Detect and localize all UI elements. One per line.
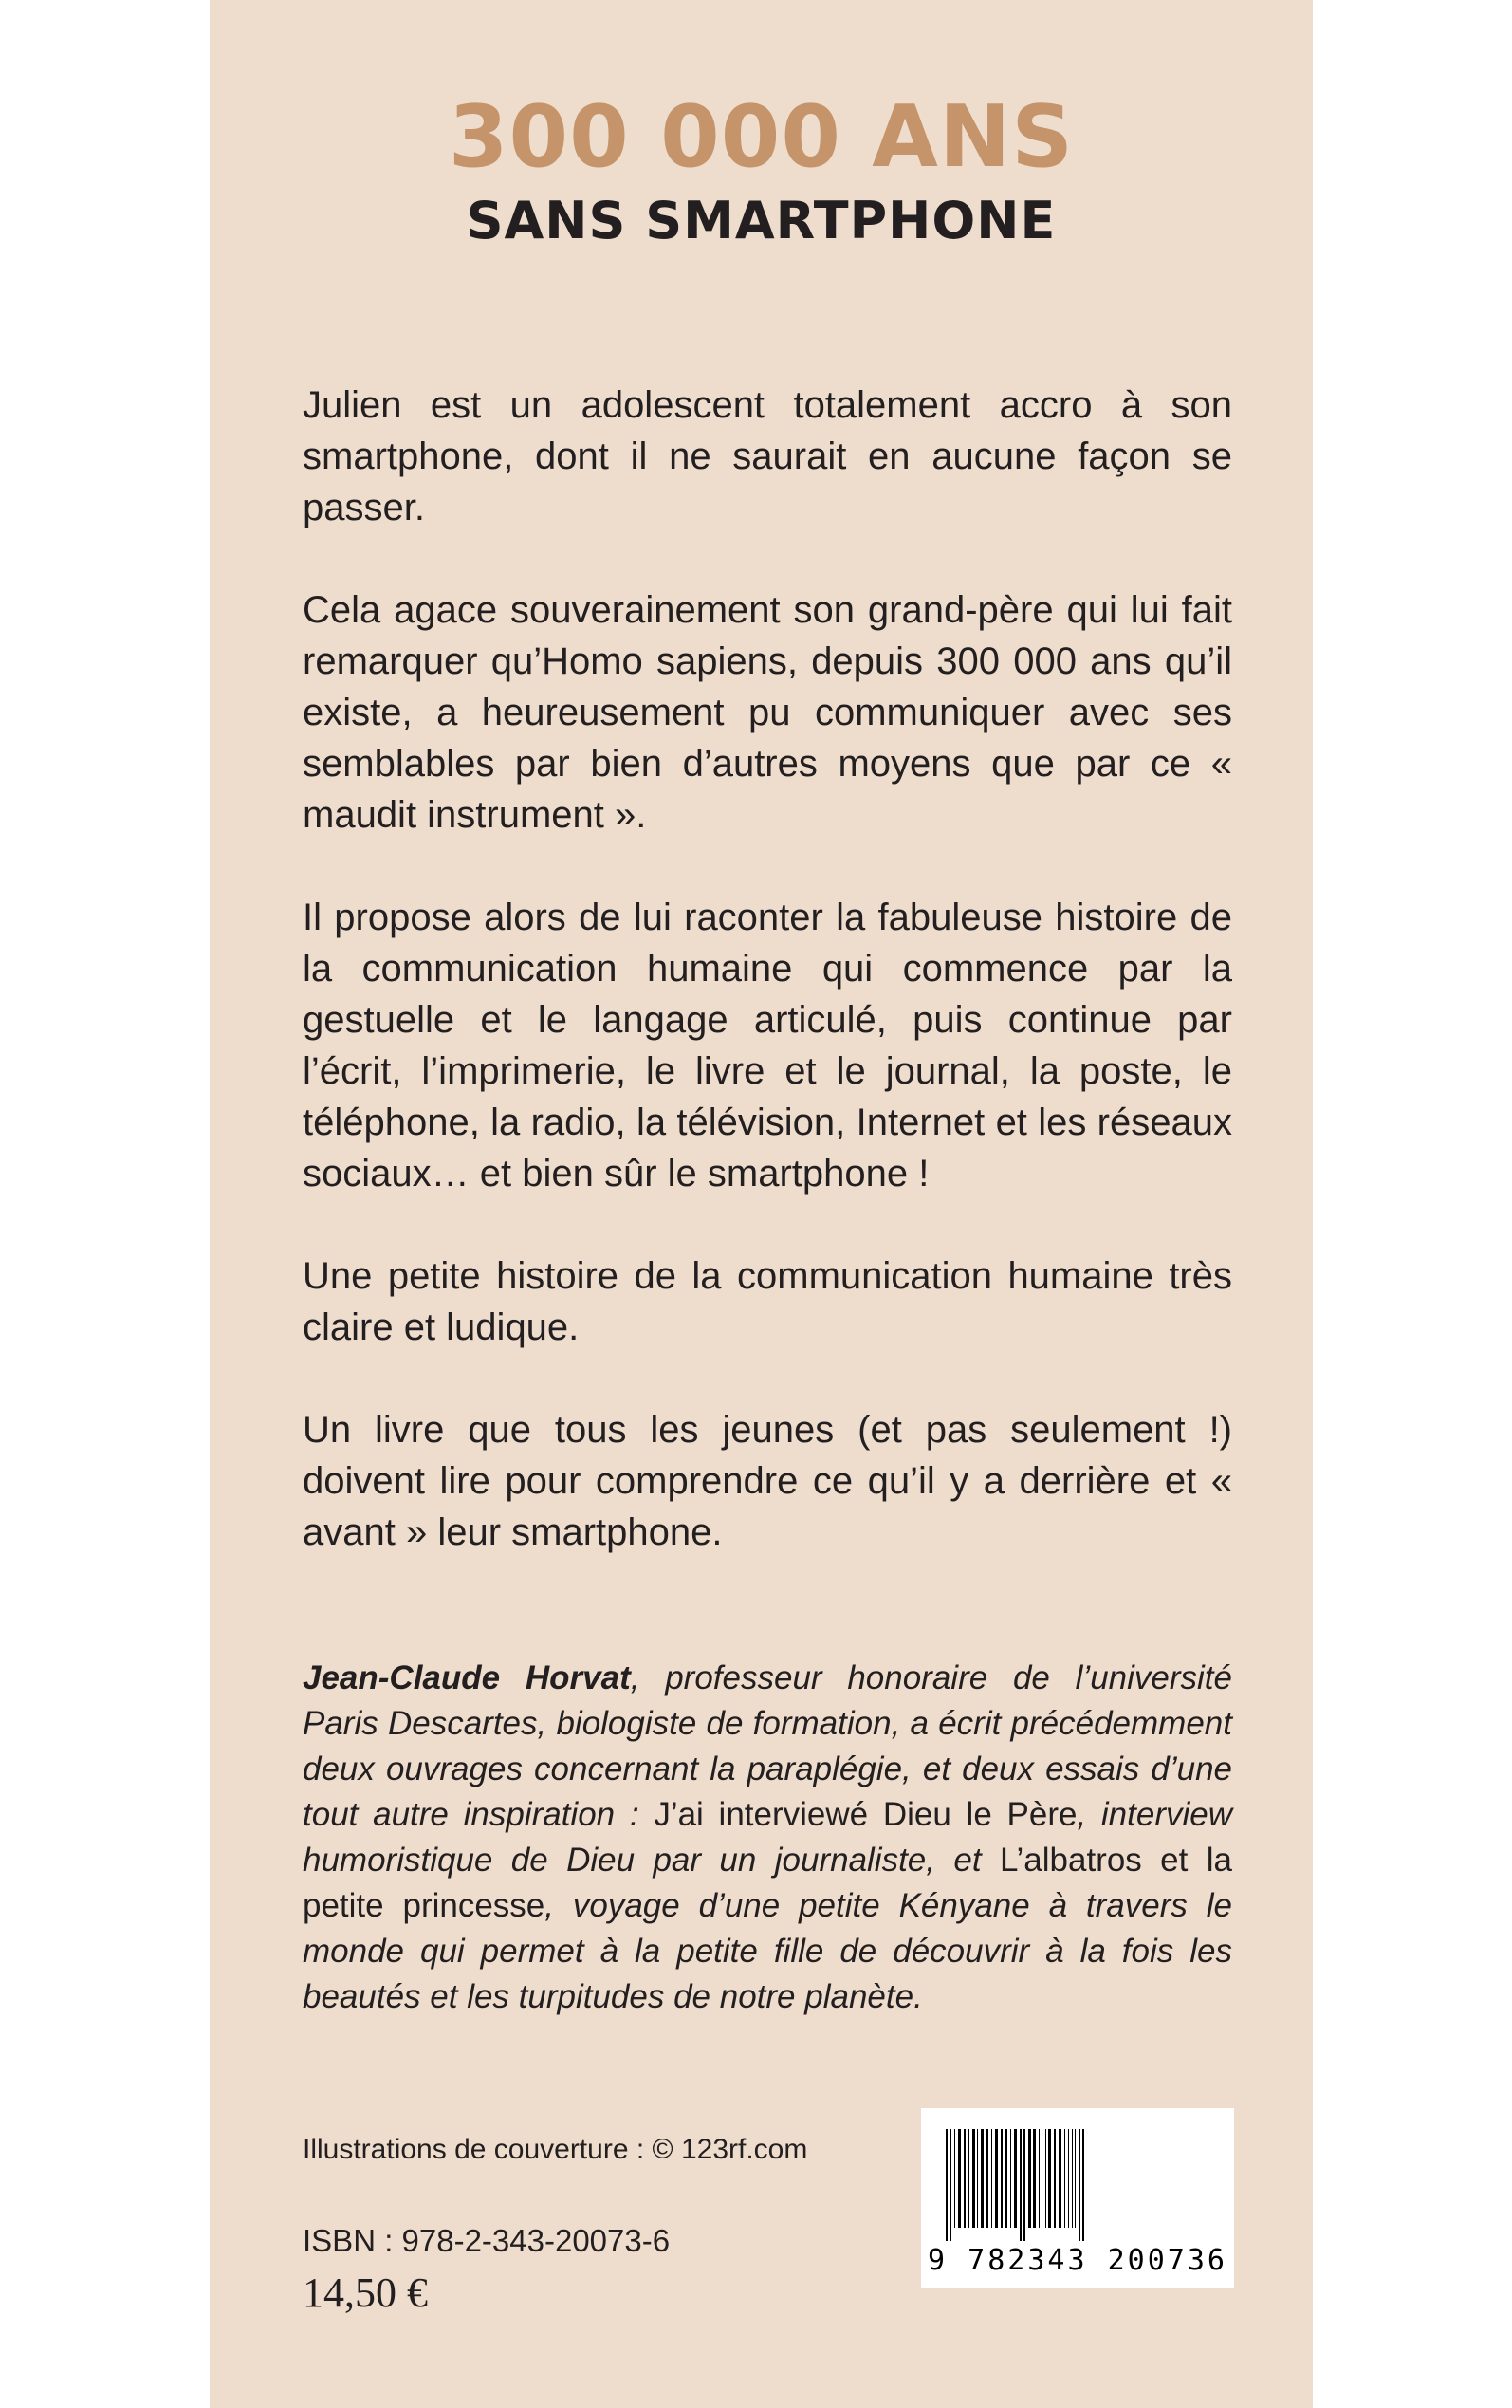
barcode-bar — [1068, 2129, 1069, 2228]
title-subtitle: SANS SMARTPHONE — [466, 191, 1057, 250]
barcode-bars — [942, 2129, 1213, 2241]
barcode-bar — [950, 2129, 951, 2241]
barcode-bar — [1010, 2129, 1011, 2228]
book-title: J’ai interviewé Dieu le Père — [654, 1796, 1078, 1833]
barcode-bar — [1054, 2129, 1056, 2228]
barcode-bar — [1048, 2129, 1051, 2228]
barcode-digits: 9 782343 200736 — [928, 2244, 1227, 2277]
barcode-bar — [977, 2129, 978, 2228]
barcode-bar — [1005, 2129, 1007, 2228]
barcode-bar — [972, 2129, 975, 2228]
barcode-bar — [1082, 2129, 1084, 2241]
barcode-bar — [995, 2129, 998, 2228]
barcode-bar — [1072, 2129, 1073, 2228]
barcode-bar — [1028, 2129, 1031, 2228]
barcode-bar — [1001, 2129, 1003, 2228]
barcode — [921, 2108, 1234, 2288]
blurb-paragraph: Julien est un adolescent totalement accro à son smartphone, dont il ne saurait en aucune façon se passer. — [303, 384, 1232, 528]
barcode-bar — [991, 2129, 992, 2228]
blurb — [303, 380, 1232, 1609]
barcode-bar — [954, 2129, 955, 2228]
book-title: L’albatros et la petite princesse — [303, 1842, 1232, 1924]
author-bio-text: , interview humoristique de Dieu par un journaliste, et — [303, 1796, 1233, 1879]
barcode-bar — [964, 2129, 966, 2228]
barcode-bar — [981, 2129, 984, 2228]
title-main: 300 000 ANS — [448, 87, 1075, 187]
blurb-paragraph: Un livre que tous les jeunes (et pas seulement !) doivent lire pour comprendre ce qu’il y a derrière et « avant » leur smartphone. — [303, 1409, 1232, 1553]
barcode-bar — [968, 2129, 969, 2228]
author-bio — [303, 1656, 1232, 2020]
barcode-bar — [1023, 2129, 1025, 2241]
barcode-bar — [1033, 2129, 1036, 2228]
author-bio-text: , professeur honoraire de l’université Paris Descartes, biologiste de formation, a écrit précédemment deux ouvrages concernant la paraplégie, et deux essais d’une tout autre inspiration : — [303, 1659, 1232, 1833]
isbn: ISBN : 978-2-343-20073-6 — [303, 2223, 671, 2258]
barcode-bar — [1079, 2129, 1080, 2241]
author-name: Jean-Claude Horvat — [303, 1659, 631, 1696]
barcode-bar — [1045, 2129, 1046, 2228]
price: 14,50 € — [303, 2269, 428, 2316]
barcode-bar — [1075, 2129, 1076, 2228]
blurb-paragraph: Cela agace souverainement son grand-père qui lui fait remarquer qu’Homo sapiens, depuis 300 000 ans qu’il existe, a heureusement pu communiquer avec ses semblables par bien d’autres moyens que par ce « maudit instrument ». — [303, 589, 1232, 836]
barcode-bar — [946, 2129, 948, 2241]
barcode-bar — [958, 2129, 961, 2228]
back-cover — [210, 0, 1313, 2408]
author-bio-text: , voyage d’une petite Kényane à travers le monde qui permet à la petite fille de découvrir à la fois les beautés et les turpitudes de notre planète. — [303, 1887, 1232, 2015]
blurb-paragraph: Une petite histoire de la communication humaine très claire et ludique. — [303, 1255, 1232, 1348]
barcode-bar — [1064, 2129, 1065, 2228]
barcode-bar — [1039, 2129, 1040, 2228]
barcode-bar — [986, 2129, 988, 2228]
barcode-bar — [1020, 2129, 1022, 2241]
barcode-bar — [1059, 2129, 1061, 2228]
barcode-bar — [1014, 2129, 1017, 2228]
illustration-credits: Illustrations de couverture : © 123rf.com — [303, 2134, 808, 2165]
blurb-paragraph: Il propose alors de lui raconter la fabuleuse histoire de la communication humaine qui commence par la gestuelle et le langage articulé, puis continue par l’écrit, l’imprimerie, le livre et le journal, la poste, le téléphone, la radio, la télévision, Internet et les réseaux sociaux… et bien sûr le smartphone ! — [303, 897, 1232, 1195]
